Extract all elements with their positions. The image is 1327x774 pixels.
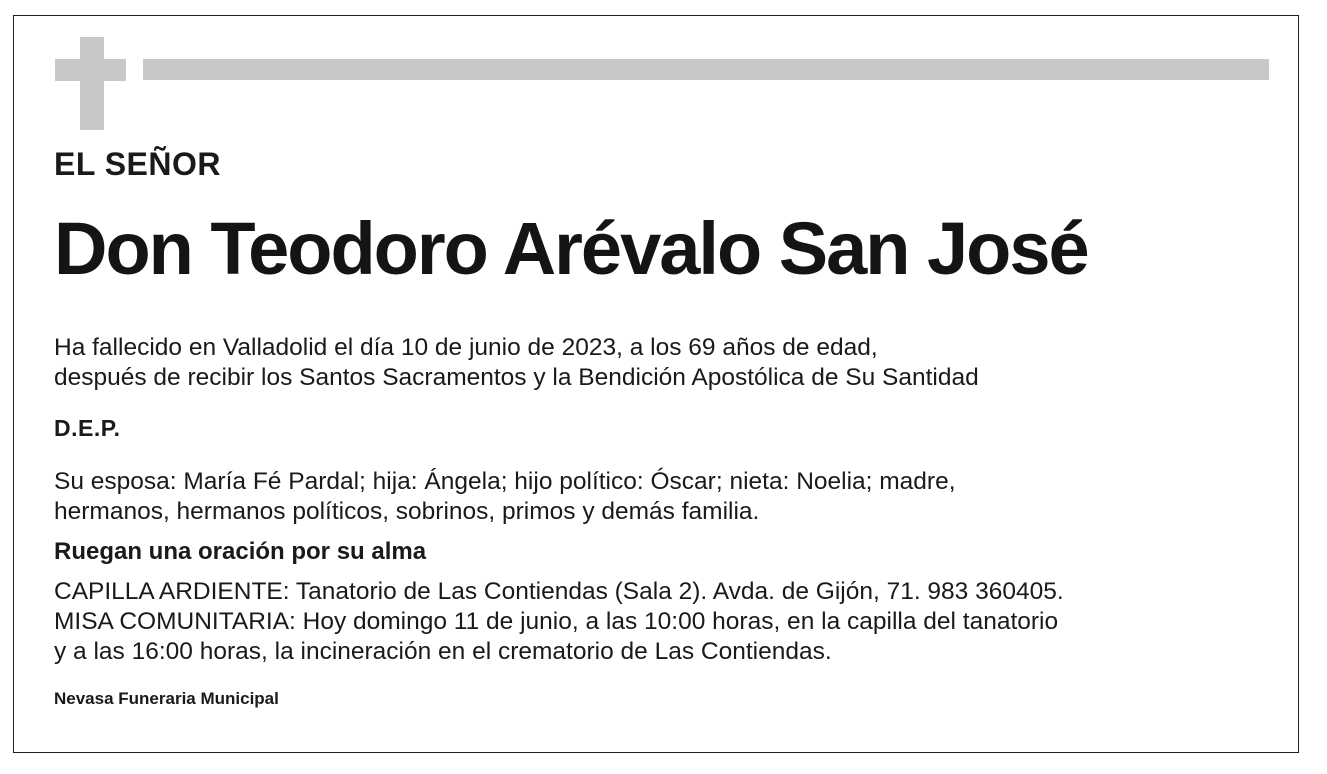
cross-icon-arm <box>55 59 126 81</box>
funeral-home: Nevasa Funeraria Municipal <box>54 689 279 708</box>
title-label: EL SEÑOR <box>54 146 221 182</box>
death-notice-line: después de recibir los Santos Sacramentos y la Bendición Apostólica de Su Santidad <box>54 364 979 391</box>
service-info-line: y a las 16:00 horas, la incineración en el crematorio de Las Contiendas. <box>54 638 832 665</box>
family-line: Su esposa: María Fé Pardal; hija: Ángela; hijo político: Óscar; nieta: Noelia; madre, <box>54 468 956 495</box>
service-info-line: MISA COMUNITARIA: Hoy domingo 11 de junio, a las 10:00 horas, en la capilla del tanatorio <box>54 608 1059 635</box>
prayer-request: Ruegan una oración por su alma <box>54 538 427 565</box>
death-notice-line: Ha fallecido en Valladolid el día 10 de junio de 2023, a los 69 años de edad, <box>54 334 878 361</box>
service-info-line: CAPILLA ARDIENTE: Tanatorio de Las Contiendas (Sala 2). Avda. de Gijón, 71. 983 360405. <box>54 578 1064 605</box>
death-notice <box>54 333 979 393</box>
cross-icon <box>80 37 104 130</box>
service-info <box>54 577 1064 667</box>
family-list <box>54 467 956 527</box>
header-rule <box>143 59 1269 80</box>
family-line: hermanos, hermanos políticos, sobrinos, primos y demás familia. <box>54 498 760 525</box>
dep-label: D.E.P. <box>54 415 121 441</box>
deceased-name: Don Teodoro Arévalo San José <box>54 207 1088 290</box>
